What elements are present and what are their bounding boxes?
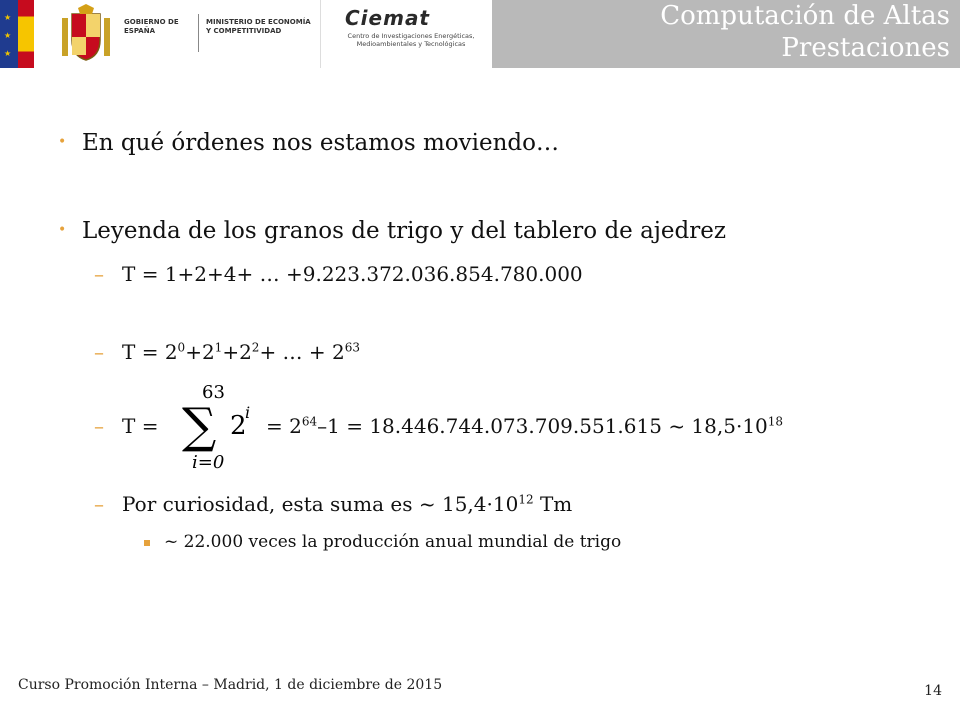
sigma-term-exp: i [245,403,251,422]
exponent: 18 [767,414,784,429]
eu-flag-strip [0,0,18,68]
summation-formula [178,382,258,472]
curiosity-line [94,492,573,516]
exponent: 63 [344,340,361,355]
slide-title-line1: Computación de Altas [660,1,950,31]
text-part: Por curiosidad, esta suma es ~ 15,4·10 [122,492,519,516]
sum-expression-1 [94,262,583,286]
bullet-text: Leyenda de los granos de trigo y del tablero de ajedrez [82,218,726,244]
star-icon: ★ [4,49,12,58]
dash-icon: – [94,414,104,438]
divider [198,14,199,52]
title-band [492,0,960,68]
bullet-legend [58,218,726,244]
exponent: 1 [214,340,223,355]
sum-text: T = 1+2+4+ … +9.223.372.036.854.780.000 [122,262,583,286]
sum-expression-3 [266,414,783,438]
exponent: 2 [251,340,260,355]
ministry-label: MINISTERIO DE ECONOMÍA Y COMPETITIVIDAD [206,18,311,35]
dash-icon: – [94,262,104,286]
text-part: +2 [222,340,252,364]
star-icon: ★ [4,13,12,22]
sigma-term-base: 2 [230,411,247,441]
sum-expression-3-prefix [94,414,159,438]
dash-icon: – [94,340,104,364]
ciemat-logo: Ciemat [345,6,430,30]
exponent: 0 [177,340,186,355]
bullet-dot-icon: • [58,134,67,150]
exponent: 64 [301,414,318,429]
page-number: 14 [924,683,942,699]
bullet-orders [58,130,560,156]
bullet-dot-icon: • [58,222,67,238]
sigma-upper: 63 [202,382,225,403]
header-bar [0,0,960,68]
text-part: +2 [185,340,215,364]
sigma-symbol: ∑ [182,398,217,454]
text-part: –1 = 18.446.744.073.709.551.615 ~ 18,5·10 [317,414,768,438]
ciemat-subtitle: Centro de Investigaciones Energéticas, Medioambientales y Tecnológicas [347,32,475,48]
footer-text: Curso Promoción Interna – Madrid, 1 de diciembre de 2015 [18,677,443,693]
square-bullet-icon [144,540,150,546]
slide-title-line2: Prestaciones [781,33,950,63]
text-part: T = 2 [122,340,178,364]
government-label: GOBIERNO DE ESPAÑA [124,18,179,35]
sigma-lower: i=0 [192,452,225,472]
ciemat-logo-box [320,0,491,68]
star-icon: ★ [4,31,12,40]
sub-bullet-production [164,532,621,552]
text-part: = 2 [266,414,302,438]
text-part: + … + 2 [259,340,345,364]
exponent: 12 [518,492,534,507]
coat-of-arms-icon [56,4,116,64]
bullet-text: En qué órdenes nos estamos moviendo… [82,130,560,156]
text-part: T = [122,414,159,438]
slide-title [660,0,950,64]
sum-expression-2 [94,340,361,364]
dash-icon: – [94,492,104,516]
text-part: Tm [533,492,573,516]
sub-bullet-text: ~ 22.000 veces la producción anual mundial de trigo [164,532,622,552]
spain-flag-strip [18,0,34,68]
